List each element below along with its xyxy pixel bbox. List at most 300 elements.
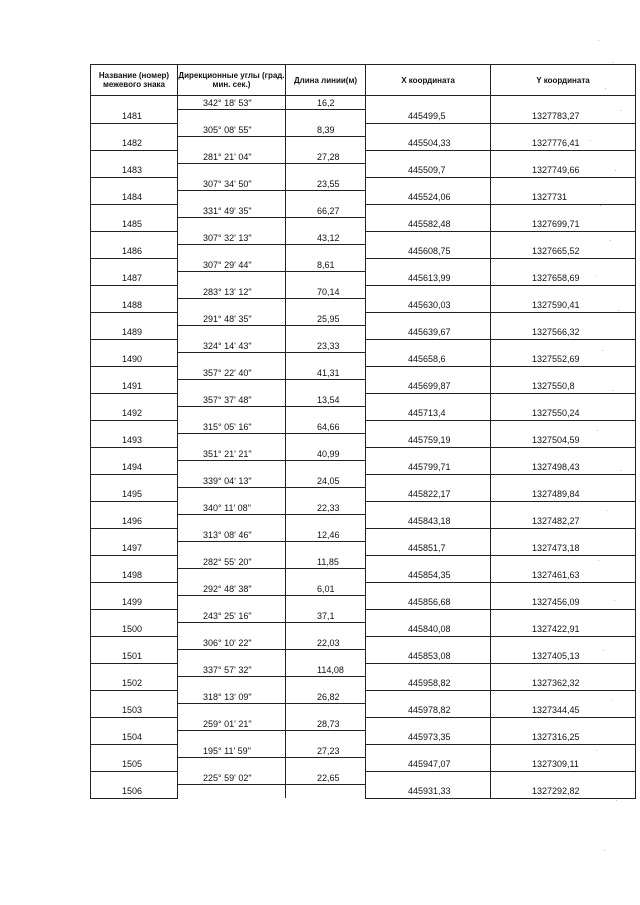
angle-cell: 281° 21' 04" [178,150,286,164]
point-name-cell: 1501 [91,650,178,664]
y-cell [491,366,636,380]
length-cell: 27,28 [286,150,366,164]
x-cell [366,177,491,191]
angle-cell [178,110,286,124]
segment-row [91,744,636,758]
angle-cell: 283° 13' 12" [178,285,286,299]
length-cell [286,191,366,205]
length-cell: 11,85 [286,555,366,569]
point-name-cell: 1502 [91,677,178,691]
length-cell: 24,05 [286,474,366,488]
name-cell [91,609,178,623]
length-cell: 22,33 [286,501,366,515]
angle-cell: 282° 55' 20" [178,555,286,569]
point-row [91,137,636,151]
length-cell [286,245,366,259]
y-cell: 1327482,27 [491,515,636,529]
length-cell: 66,27 [286,204,366,218]
y-cell: 1327405,13 [491,650,636,664]
length-cell [286,461,366,475]
x-cell: 445582,48 [366,218,491,232]
x-cell: 445608,75 [366,245,491,259]
point-row [91,164,636,178]
scan-speck [600,205,601,206]
point-name-cell: 1496 [91,515,178,529]
length-cell: 64,66 [286,420,366,434]
x-cell [366,312,491,326]
y-cell: 1327749,66 [491,164,636,178]
length-cell: 22,65 [286,771,366,785]
length-cell [286,137,366,151]
name-cell [91,123,178,137]
name-cell [91,231,178,245]
point-name-cell: 1499 [91,596,178,610]
point-name-cell: 1488 [91,299,178,313]
y-cell [491,204,636,218]
y-cell: 1327590,41 [491,299,636,313]
x-cell: 445854,35 [366,569,491,583]
segment-row [91,177,636,191]
name-cell [91,501,178,515]
x-cell: 445840,08 [366,623,491,637]
y-cell [491,285,636,299]
length-cell: 23,55 [286,177,366,191]
point-row [91,272,636,286]
point-row [91,542,636,556]
name-cell [91,96,178,110]
length-cell [286,110,366,124]
angle-cell [178,650,286,664]
angle-cell: 225° 59' 02" [178,771,286,785]
name-cell [91,285,178,299]
name-cell [91,663,178,677]
point-row [91,623,636,637]
angle-cell: 307° 32' 13" [178,231,286,245]
angle-cell [178,488,286,502]
x-cell: 445509,7 [366,164,491,178]
name-cell [91,177,178,191]
point-name-cell: 1505 [91,758,178,772]
angle-cell [178,137,286,151]
x-cell [366,258,491,272]
name-cell [91,366,178,380]
x-cell: 445759,19 [366,434,491,448]
segment-row [91,204,636,218]
scan-speck [595,275,596,276]
y-cell [491,636,636,650]
y-cell: 1327309,11 [491,758,636,772]
point-name-cell: 1493 [91,434,178,448]
y-cell: 1327550,8 [491,380,636,394]
segment-row [91,339,636,353]
length-cell: 28,73 [286,717,366,731]
point-name-cell: 1484 [91,191,178,205]
point-row [91,515,636,529]
length-cell: 12,46 [286,528,366,542]
length-cell: 37,1 [286,609,366,623]
length-cell: 13,54 [286,393,366,407]
point-row [91,758,636,772]
x-cell: 445851,7 [366,542,491,556]
name-cell [91,393,178,407]
y-cell: 1327344,45 [491,704,636,718]
y-cell [491,771,636,785]
angle-cell [178,326,286,340]
angle-cell: 307° 29' 44" [178,258,286,272]
scan-speck [612,700,613,701]
x-cell: 445947,07 [366,758,491,772]
point-name-cell: 1504 [91,731,178,745]
x-cell [366,366,491,380]
angle-cell: 315° 05' 16" [178,420,286,434]
y-cell [491,447,636,461]
point-name-cell: 1495 [91,488,178,502]
length-cell [286,488,366,502]
y-cell [491,717,636,731]
x-cell [366,150,491,164]
segment-row [91,501,636,515]
y-cell [491,501,636,515]
header-length: Длина линии(м) [286,65,366,96]
x-cell [366,231,491,245]
segment-row [91,258,636,272]
x-cell: 445524,06 [366,191,491,205]
y-cell [491,150,636,164]
point-name-cell: 1492 [91,407,178,421]
name-cell [91,258,178,272]
x-cell [366,501,491,515]
header-x: X координата [366,65,491,96]
length-cell [286,515,366,529]
y-cell: 1327489,84 [491,488,636,502]
segment-row [91,312,636,326]
y-cell [491,528,636,542]
scan-speck [602,350,603,351]
point-name-cell: 1500 [91,623,178,637]
scan-speck [615,170,616,171]
point-name-cell: 1503 [91,704,178,718]
x-cell: 445822,17 [366,488,491,502]
scan-speck [596,750,597,751]
angle-cell [178,272,286,286]
point-row [91,353,636,367]
y-cell [491,690,636,704]
length-cell: 22,03 [286,636,366,650]
x-cell [366,771,491,785]
scan-speck [598,560,599,561]
point-row [91,191,636,205]
length-cell [286,596,366,610]
segment-row [91,663,636,677]
y-cell [491,123,636,137]
angle-cell: 339° 04' 13" [178,474,286,488]
point-name-cell: 1490 [91,353,178,367]
y-cell: 1327776,41 [491,137,636,151]
point-name-cell: 1489 [91,326,178,340]
scan-speck [610,240,611,241]
point-name-cell: 1485 [91,218,178,232]
angle-cell [178,704,286,718]
angle-cell [178,542,286,556]
segment-row [91,690,636,704]
length-cell [286,164,366,178]
segment-row [91,636,636,650]
segment-row [91,447,636,461]
segment-row [91,393,636,407]
angle-cell [178,569,286,583]
x-cell [366,204,491,218]
y-cell [491,420,636,434]
name-cell [91,582,178,596]
point-name-cell: 1486 [91,245,178,259]
y-cell [491,393,636,407]
segment-row [91,582,636,596]
length-cell [286,650,366,664]
segment-row [91,771,636,785]
length-cell [286,407,366,421]
name-cell [91,744,178,758]
angle-cell: 292° 48' 38" [178,582,286,596]
x-cell [366,393,491,407]
x-cell [366,690,491,704]
length-cell [286,218,366,232]
angle-cell: 306° 10' 22" [178,636,286,650]
point-row [91,731,636,745]
x-cell [366,420,491,434]
length-cell: 25,95 [286,312,366,326]
header-angle: Дирекционные углы (град. мин. сек.) [178,65,286,96]
length-cell [286,758,366,772]
y-cell: 1327504,59 [491,434,636,448]
length-cell [286,785,366,799]
length-cell: 8,39 [286,123,366,137]
point-row [91,110,636,124]
scan-speck [616,800,617,801]
y-cell: 1327550,24 [491,407,636,421]
x-cell: 445499,5 [366,110,491,124]
scan-speck [606,510,607,511]
name-cell [91,690,178,704]
angle-cell: 243° 25' 16" [178,609,286,623]
angle-cell [178,191,286,205]
segment-row [91,96,636,110]
point-name-cell: 1491 [91,380,178,394]
length-cell [286,353,366,367]
name-cell [91,447,178,461]
y-cell: 1327665,52 [491,245,636,259]
x-cell [366,663,491,677]
y-cell [491,96,636,110]
point-row [91,326,636,340]
length-cell: 41,31 [286,366,366,380]
x-cell: 445639,67 [366,326,491,340]
length-cell [286,569,366,583]
x-cell [366,717,491,731]
x-cell: 445843,18 [366,515,491,529]
y-cell [491,744,636,758]
header-y: Y координата [491,65,636,96]
y-cell: 1327292,82 [491,785,636,799]
length-cell [286,434,366,448]
point-row [91,434,636,448]
scan-speck [604,850,605,851]
point-name-cell: 1506 [91,785,178,799]
name-cell [91,528,178,542]
name-cell [91,420,178,434]
name-cell [91,636,178,650]
scan-speck [618,310,619,311]
segment-row [91,150,636,164]
x-cell: 445856,68 [366,596,491,610]
y-cell: 1327783,27 [491,110,636,124]
length-cell [286,380,366,394]
angle-cell: 195° 11' 59" [178,744,286,758]
point-row [91,218,636,232]
angle-cell [178,596,286,610]
length-cell: 43,12 [286,231,366,245]
segment-row [91,420,636,434]
name-cell [91,717,178,731]
segment-row [91,717,636,731]
angle-cell [178,407,286,421]
angle-cell [178,515,286,529]
scan-speck [598,40,599,41]
x-cell [366,339,491,353]
y-cell: 1327731 [491,191,636,205]
angle-cell [178,731,286,745]
segment-row [91,474,636,488]
scan-speck [620,110,621,111]
x-cell: 445799,71 [366,461,491,475]
point-row [91,299,636,313]
y-cell [491,231,636,245]
point-row [91,380,636,394]
x-cell [366,285,491,299]
scan-speck [612,62,613,63]
point-name-cell: 1498 [91,569,178,583]
point-name-cell: 1481 [91,110,178,124]
y-cell: 1327566,32 [491,326,636,340]
point-name-cell: 1482 [91,137,178,151]
angle-cell [178,461,286,475]
point-row [91,407,636,421]
x-cell: 445931,33 [366,785,491,799]
point-name-cell: 1483 [91,164,178,178]
x-cell [366,474,491,488]
x-cell [366,123,491,137]
angle-cell [178,380,286,394]
length-cell: 70,14 [286,285,366,299]
angle-cell: 357° 37' 48" [178,393,286,407]
y-cell [491,474,636,488]
point-name-cell: 1494 [91,461,178,475]
angle-cell: 351° 21' 21" [178,447,286,461]
angle-cell: 291° 48' 35" [178,312,286,326]
x-cell [366,555,491,569]
scan-speck [614,600,615,601]
x-cell: 445699,87 [366,380,491,394]
segment-row [91,123,636,137]
y-cell: 1327473,18 [491,542,636,556]
angle-cell: 259° 01' 21" [178,717,286,731]
y-cell: 1327316,25 [491,731,636,745]
x-cell [366,582,491,596]
angle-cell [178,623,286,637]
x-cell [366,609,491,623]
y-cell [491,339,636,353]
scan-speck [612,390,613,391]
y-cell [491,663,636,677]
length-cell [286,326,366,340]
angle-cell [178,218,286,232]
point-row [91,245,636,259]
x-cell: 445853,08 [366,650,491,664]
scan-speck [620,470,621,471]
y-cell [491,555,636,569]
y-cell: 1327362,32 [491,677,636,691]
x-cell: 445713,4 [366,407,491,421]
point-row [91,488,636,502]
segment-row [91,609,636,623]
angle-cell [178,677,286,691]
scan-speck [605,88,606,89]
x-cell: 445630,03 [366,299,491,313]
x-cell [366,744,491,758]
y-cell: 1327422,91 [491,623,636,637]
angle-cell [178,164,286,178]
x-cell: 445613,99 [366,272,491,286]
scan-speck [597,430,598,431]
segment-row [91,231,636,245]
length-cell: 23,33 [286,339,366,353]
length-cell: 8,61 [286,258,366,272]
angle-cell: 324° 14' 43" [178,339,286,353]
name-cell [91,150,178,164]
point-row [91,677,636,691]
length-cell [286,731,366,745]
scan-speck [603,650,604,651]
name-cell [91,771,178,785]
length-cell: 26,82 [286,690,366,704]
y-cell [491,258,636,272]
segment-row [91,285,636,299]
angle-cell: 337° 57' 32" [178,663,286,677]
y-cell: 1327699,71 [491,218,636,232]
length-cell [286,623,366,637]
table-body [91,96,636,799]
angle-cell [178,434,286,448]
angle-cell [178,353,286,367]
angle-cell: 318° 13' 09" [178,690,286,704]
angle-cell [178,245,286,259]
length-cell [286,299,366,313]
point-name-cell: 1497 [91,542,178,556]
name-cell [91,555,178,569]
segment-row [91,528,636,542]
y-cell: 1327498,43 [491,461,636,475]
point-name-cell: 1487 [91,272,178,286]
length-cell: 6,01 [286,582,366,596]
y-cell: 1327456,09 [491,596,636,610]
y-cell [491,177,636,191]
angle-cell [178,785,286,799]
x-cell [366,528,491,542]
segment-row [91,366,636,380]
point-row [91,596,636,610]
point-row [91,704,636,718]
length-cell: 114,08 [286,663,366,677]
y-cell: 1327461,63 [491,569,636,583]
